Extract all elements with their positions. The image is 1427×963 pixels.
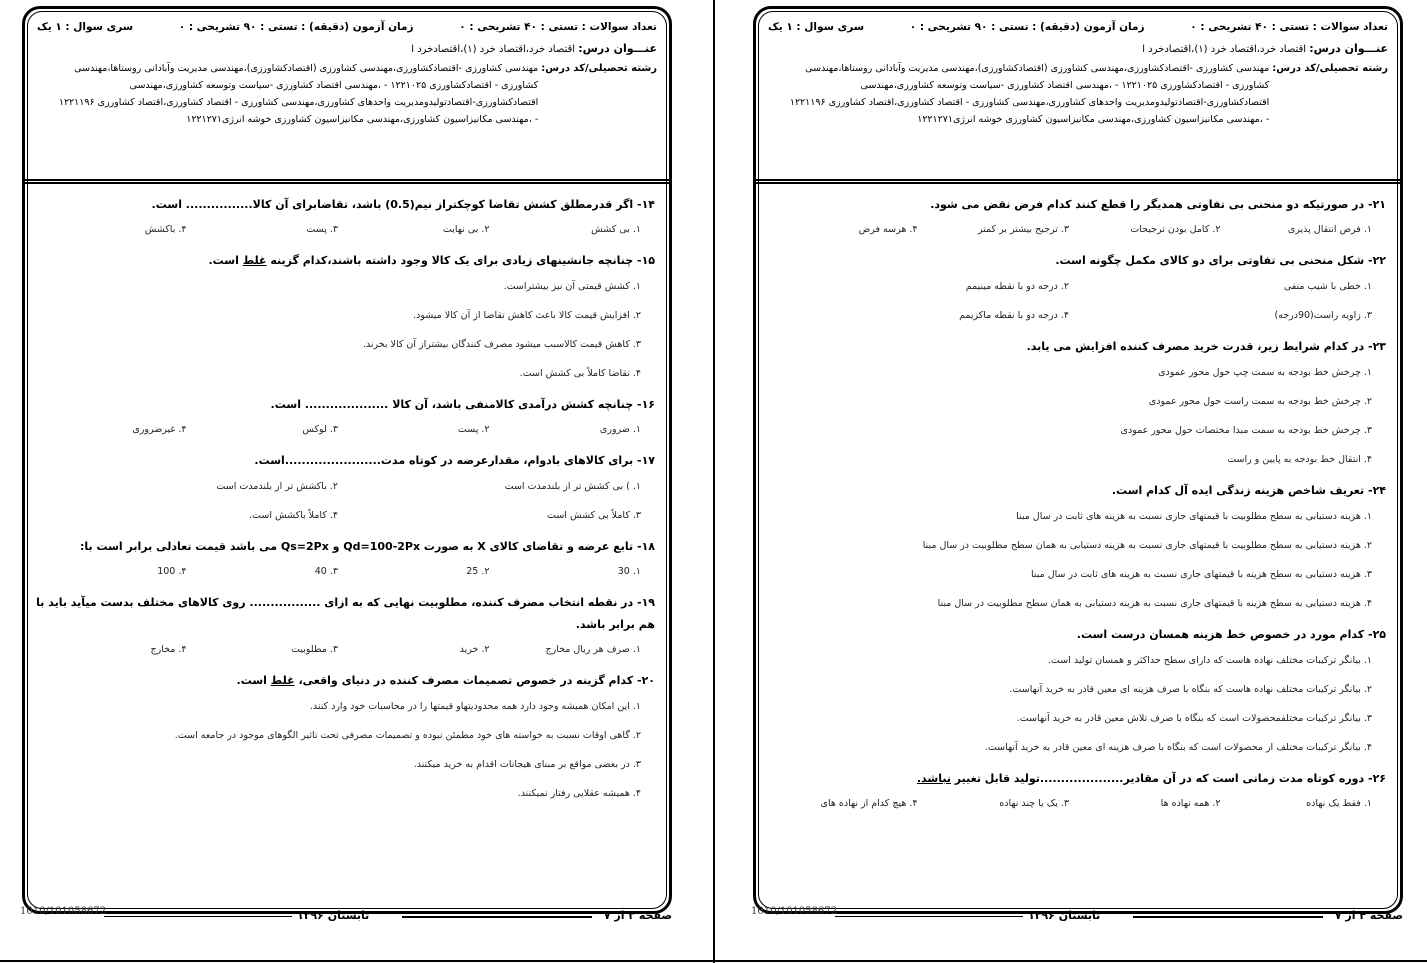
question-body: اگر قدرمطلق کشش تقاضا کوچکتراز نیم(0.5) باشد، تقاضابرای آن کالا................ است.	[151, 198, 634, 211]
question-body: در صورتیکه دو منحنی بی تفاوتی همدیگر را قطع کنند کدام فرض نقض می شود.	[930, 198, 1365, 211]
options	[766, 646, 1390, 762]
major-line: کشاورزی - اقتصادکشاورزی ۱۲۲۱۰۲۵ - ،مهندسی اقتصاد کشاورزی -سیاست وتوسعه کشاورزی،مهندسی	[860, 80, 1270, 91]
exam-time: زمان آزمون (دقیقه) : تستی : ۹۰ تشریحی : ۰	[178, 21, 414, 33]
option-2[interactable]: ۲. خرید	[459, 644, 490, 655]
option-3[interactable]: ۳. کاملاً بی کشش است	[547, 510, 641, 521]
option-4[interactable]: ۴. همیشه عقلایی رفتار نمیکنند.	[517, 788, 641, 799]
major-line: اقتصادکشاورزی-اقتصادتولیدومدیریت واحدهای کشاورزی،مهندسی کشاورزی - اقتصاد کشاورزی،اقتصاد کشاورزی ۱۲۲۱۱۹۶	[789, 97, 1270, 108]
option-1[interactable]: ۱. 30	[617, 566, 641, 577]
footer-rule	[1133, 916, 1323, 918]
question-text	[35, 250, 659, 272]
question-text	[35, 670, 659, 692]
question-text	[766, 480, 1390, 502]
option-3[interactable]: ۳. لوکس	[302, 424, 338, 435]
question-body-end: است.	[208, 254, 239, 267]
option-4[interactable]: ۴. درجه دو با نقطه ماکزیمم	[959, 310, 1069, 321]
option-2[interactable]: ۲. بیانگر ترکیبات مختلف نهاده هاست که بنگاه با صرف هزینه ای معین قادر به خرید آنهاست.	[1009, 684, 1372, 695]
option-4[interactable]: ۴. هزینه دستیابی به سطح هزینه با قیمتهای جاری نسبت به هزینه دستیابی به همان سطح مطلوبیت در سال مبنا	[937, 598, 1372, 609]
question-series: سری سوال : ۱ یک	[768, 21, 865, 33]
question-15	[35, 250, 659, 388]
question-text	[766, 250, 1390, 272]
major-text	[790, 60, 1269, 128]
major-line: اقتصادکشاورزی-اقتصادتولیدومدیریت واحدهای کشاورزی،مهندسی کشاورزی - اقتصاد کشاورزی،اقتصاد کشاورزی ۱۲۲۱۱۹۶	[58, 97, 539, 108]
question-text	[35, 394, 659, 416]
option-4[interactable]: ۴. مخارج	[150, 644, 187, 655]
bottom-border	[0, 960, 1427, 962]
question-24	[766, 480, 1390, 618]
option-1[interactable]: ۱. کشش قیمتی آن نیز بیشتراست.	[503, 281, 641, 292]
underlined-word: غلط	[270, 674, 295, 687]
exam-code: 1010/101058672	[751, 906, 838, 917]
underlined-word: نباشد.	[916, 772, 951, 785]
option-1[interactable]: ۱. این امکان همیشه وجود دارد همه محدودیتهاو قیمتها را در محاسبات خود وارد کنند.	[309, 701, 641, 712]
question-19	[35, 592, 659, 664]
option-3[interactable]: ۳. 40	[314, 566, 338, 577]
major-line: - ،مهندسی مکانیزاسیون کشاورزی،مهندسی مکانیزاسیون کشاورزی خوشه انرژی۱۲۲۱۲۷۱	[186, 114, 539, 125]
options	[766, 502, 1390, 618]
question-14	[35, 194, 659, 244]
major-line: کشاورزی - اقتصادکشاورزی ۱۲۲۱۰۲۵ - ،مهندسی اقتصاد کشاورزی -سیاست وتوسعه کشاورزی،مهندسی	[129, 80, 539, 91]
question-body: تابع عرضه و تقاضای کالای X به صورت Qd=100-2Px و Qs=2Px می باشد قیمت تعادلی برابر است با:	[79, 540, 634, 553]
semester: تابستان ۱۳۹۶	[1028, 909, 1101, 922]
page-3-footer	[20, 906, 672, 925]
option-1[interactable]: ۱. صرف هر ریال مخارج	[545, 644, 641, 655]
header-separator	[25, 179, 669, 184]
option-3[interactable]: ۳. مطلوبیت	[291, 644, 338, 655]
num-questions: تعداد سوالات : تستی : ۴۰ تشریحی : ۰	[1190, 21, 1388, 33]
option-1[interactable]: ۱. بی کشش	[591, 224, 641, 235]
question-number: ۲۰-	[636, 674, 655, 687]
course-title-value: اقتصاد خرد،اقتصاد خرد (۱)،اقتصادخرد ا	[411, 44, 576, 55]
option-2[interactable]: ۲. 25	[466, 566, 490, 577]
page-number: صفحه ۴ از ۷	[1334, 909, 1403, 922]
options	[35, 272, 659, 388]
page-divider	[713, 0, 715, 963]
question-body: چنانچه جانشینهای زیادی برای یک کالا وجود داشته باشند،کدام گزینه	[270, 254, 634, 267]
question-body-end: است.	[236, 674, 267, 687]
question-number: ۱۴-	[636, 198, 655, 211]
option-1[interactable]: ۱. چرخش خط بودجه به سمت چپ حول محور عمودی	[1158, 367, 1372, 378]
question-number: ۲۲-	[1367, 254, 1386, 267]
options	[35, 216, 659, 244]
question-number: ۲۵-	[1367, 628, 1386, 641]
course-title	[768, 40, 1388, 58]
question-number: ۱۶-	[636, 398, 655, 411]
question-23	[766, 336, 1390, 474]
underlined-word: غلط	[242, 254, 267, 267]
option-2[interactable]: ۲. باکشش تر از بلندمدت است	[216, 481, 338, 492]
question-body: شکل منحنی بی تفاوتی برای دو کالای مکمل چگونه است.	[1055, 254, 1365, 267]
question-number: ۲۶-	[1367, 772, 1386, 785]
major-line: - ،مهندسی مکانیزاسیون کشاورزی،مهندسی مکانیزاسیون کشاورزی خوشه انرژی۱۲۲۱۲۷۱	[917, 114, 1270, 125]
question-20	[35, 670, 659, 808]
semester: تابستان ۱۳۹۶	[297, 909, 370, 922]
options	[766, 272, 1390, 330]
questions-area	[25, 194, 669, 814]
option-3[interactable]: ۳. یک یا چند نهاده	[999, 798, 1069, 809]
option-2[interactable]: ۲. پست	[457, 424, 490, 435]
option-1[interactable]: ۱. فقط یک نهاده	[1306, 798, 1372, 809]
option-4[interactable]: ۴. 100	[157, 566, 187, 577]
course-title	[37, 40, 657, 58]
exam-time: زمان آزمون (دقیقه) : تستی : ۹۰ تشریحی : ۰	[909, 21, 1145, 33]
exam-code: 1010/101058672	[20, 906, 107, 917]
question-number: ۲۴-	[1367, 484, 1386, 497]
option-3[interactable]: ۳. زاویه راست(90درجه)	[1274, 310, 1372, 321]
major-code	[768, 60, 1388, 128]
footer-rule	[104, 916, 292, 917]
course-title-value: اقتصاد خرد،اقتصاد خرد (۱)،اقتصادخرد ا	[1142, 44, 1307, 55]
question-body: تعریف شاخص هزینه زندگی ایده آل کدام است.	[1111, 484, 1365, 497]
question-number: ۱۸-	[636, 540, 655, 553]
major-line: مهندسی کشاورزی -اقتصادکشاورزی،مهندسی کشاورزی (اقتصادکشاورزی)،مهندسی مدیریت وآبادانی روستاها،مهندسی	[805, 63, 1270, 74]
question-number: ۱۵-	[636, 254, 655, 267]
question-26	[766, 768, 1390, 818]
question-text	[35, 536, 659, 558]
question-body: در نقطه انتخاب مصرف کننده، مطلوبیت نهایی که به ازای ................. روی کالاهای مختلف بدست میآید باید با هم برابر باشد.	[36, 596, 655, 631]
exam-page-4	[753, 6, 1403, 914]
course-title-label: عنـــوان درس:	[578, 42, 657, 55]
exam-page-3	[22, 6, 672, 914]
question-text	[766, 194, 1390, 216]
option-3[interactable]: ۳. هزینه دستیابی به سطح هزینه با قیمتهای جاری نسبت به هزینه های ثابت در سال مبنا	[1030, 569, 1372, 580]
course-title-label: عنـــوان درس:	[1309, 42, 1388, 55]
question-22	[766, 250, 1390, 330]
page-number: صفحه ۳ از ۷	[603, 909, 672, 922]
option-1[interactable]: ۱. بیانگر ترکیبات مختلف نهاده هاست که دارای سطح حداکثر و همسان تولید است.	[1047, 655, 1372, 666]
option-2[interactable]: ۲. بی نهایت	[442, 224, 490, 235]
option-4[interactable]: ۴. کاملاً باکشش است.	[249, 510, 338, 521]
option-4[interactable]: ۴. هیچ کدام از نهاده های	[820, 798, 918, 809]
question-text	[35, 450, 659, 472]
question-16	[35, 394, 659, 444]
major-label: رشته تحصیلی/کد درس:	[1272, 63, 1388, 74]
option-4[interactable]: ۴. غیرضروری	[132, 424, 187, 435]
question-text	[35, 194, 659, 216]
option-1[interactable]: ۱. ) بی کشش تر از بلندمدت است	[504, 481, 641, 492]
question-series: سری سوال : ۱ یک	[37, 21, 134, 33]
options	[35, 558, 659, 586]
option-1[interactable]: ۱. ضروری	[599, 424, 641, 435]
option-2[interactable]: ۲. گاهی اوقات نسبت به خواسته های خود مطمئن نبوده و تصمیمات مصرفی تحت تاثیر الگوهای موجود در جامعه است.	[174, 730, 641, 741]
num-questions: تعداد سوالات : تستی : ۴۰ تشریحی : ۰	[459, 21, 657, 33]
question-21	[766, 194, 1390, 244]
option-3[interactable]: ۳. چرخش خط بودجه به سمت مبدا مختصات حول محور عمودی	[1120, 425, 1372, 436]
question-text	[35, 592, 659, 636]
header-separator	[756, 179, 1400, 184]
question-body: کدام گزینه در خصوص تصمیمات مصرف کننده در دنیای واقعی،	[298, 674, 634, 687]
option-2[interactable]: ۲. همه نهاده ها	[1160, 798, 1221, 809]
question-number: ۲۱-	[1367, 198, 1386, 211]
question-number: ۲۳-	[1367, 340, 1386, 353]
option-1[interactable]: ۱. خطی با شیب منفی	[1283, 281, 1372, 292]
option-4[interactable]: ۴. تقاضا کاملاً بی کشش است.	[519, 368, 641, 379]
question-body: برای کالاهای بادوام، مقدارعرضه در کوتاه مدت.......................است.	[254, 454, 634, 467]
question-25	[766, 624, 1390, 762]
options	[766, 358, 1390, 474]
page-header	[25, 9, 669, 179]
questions-area	[756, 194, 1400, 824]
question-body: دوره کوتاه مدت زمانی است که در آن مقادیر....................تولید قابل تغییر	[954, 772, 1365, 785]
option-1[interactable]: ۱. فرض انتقال پذیری	[1287, 224, 1372, 235]
question-18	[35, 536, 659, 586]
header-info-row	[37, 19, 657, 36]
option-4[interactable]: ۴. باکشش	[144, 224, 187, 235]
options	[766, 216, 1390, 244]
options	[35, 636, 659, 664]
question-17	[35, 450, 659, 530]
question-body: در کدام شرایط زیر، قدرت خرید مصرف کننده افزایش می یابد.	[1026, 340, 1365, 353]
header-info-row	[768, 19, 1388, 36]
option-4[interactable]: ۴. هرسه فرض	[858, 224, 918, 235]
option-2[interactable]: ۲. هزینه دستیابی به سطح مطلوبیت با قیمتهای جاری نسبت به هزینه دستیابی به همان سطح مطلوبیت در سال مبنا	[922, 540, 1372, 551]
footer-rule	[402, 916, 592, 918]
options	[35, 692, 659, 808]
question-body: چنانچه کشش درآمدی کالامنفی باشد، آن کالا .................... است.	[270, 398, 634, 411]
option-4[interactable]: ۴. بیانگر ترکیبات مختلف از محصولات است که بنگاه با صرف هزینه ای معین قادر به خرید آنهاست.	[984, 742, 1372, 753]
option-3[interactable]: ۳. پست	[306, 224, 338, 235]
page-4-footer	[751, 906, 1403, 925]
question-text	[766, 624, 1390, 646]
option-2[interactable]: ۲. کامل بودن ترجیحات	[1130, 224, 1221, 235]
page-header	[756, 9, 1400, 179]
options	[766, 790, 1390, 818]
question-number: ۱۹-	[636, 596, 655, 609]
major-code	[37, 60, 657, 128]
options	[35, 472, 659, 530]
option-1[interactable]: ۱. هزینه دستیابی به سطح مطلوبیت با قیمتهای جاری نسبت به هزینه های ثابت در سال مبنا	[1016, 511, 1372, 522]
major-label: رشته تحصیلی/کد درس:	[541, 63, 657, 74]
option-2[interactable]: ۲. درجه دو با نقطه مینیمم	[965, 281, 1069, 292]
option-3[interactable]: ۳. کاهش قیمت کالاسبب میشود مصرف کنندگان بیشتراز آن کالا بخرند.	[362, 339, 641, 350]
option-3[interactable]: ۳. بیانگر ترکیبات مختلفمحصولات است که بنگاه با صرف تلاش معین قادر به خرید آنهاست.	[1016, 713, 1372, 724]
footer-rule	[835, 916, 1023, 917]
options	[35, 416, 659, 444]
major-text	[59, 60, 538, 128]
option-2[interactable]: ۲. افزایش قیمت کالا باعث کاهش تقاضا از آن کالا میشود.	[413, 310, 641, 321]
option-3[interactable]: ۳. ترجیح بیشتر بر کمتر	[977, 224, 1069, 235]
option-2[interactable]: ۲. چرخش خط بودجه به سمت راست حول محور عمودی	[1148, 396, 1372, 407]
option-4[interactable]: ۴. انتقال خط بودجه به پایین و راست	[1227, 454, 1372, 465]
question-text	[766, 768, 1390, 790]
question-number: ۱۷-	[636, 454, 655, 467]
question-text	[766, 336, 1390, 358]
major-line: مهندسی کشاورزی -اقتصادکشاورزی،مهندسی کشاورزی (اقتصادکشاورزی)،مهندسی مدیریت وآبادانی روستاها،مهندسی	[74, 63, 539, 74]
question-body: کدام مورد در خصوص خط هزینه همسان درست است.	[1076, 628, 1365, 641]
option-3[interactable]: ۳. در بعضی مواقع بر مبنای هیجانات اقدام به خرید میکنند.	[413, 759, 641, 770]
